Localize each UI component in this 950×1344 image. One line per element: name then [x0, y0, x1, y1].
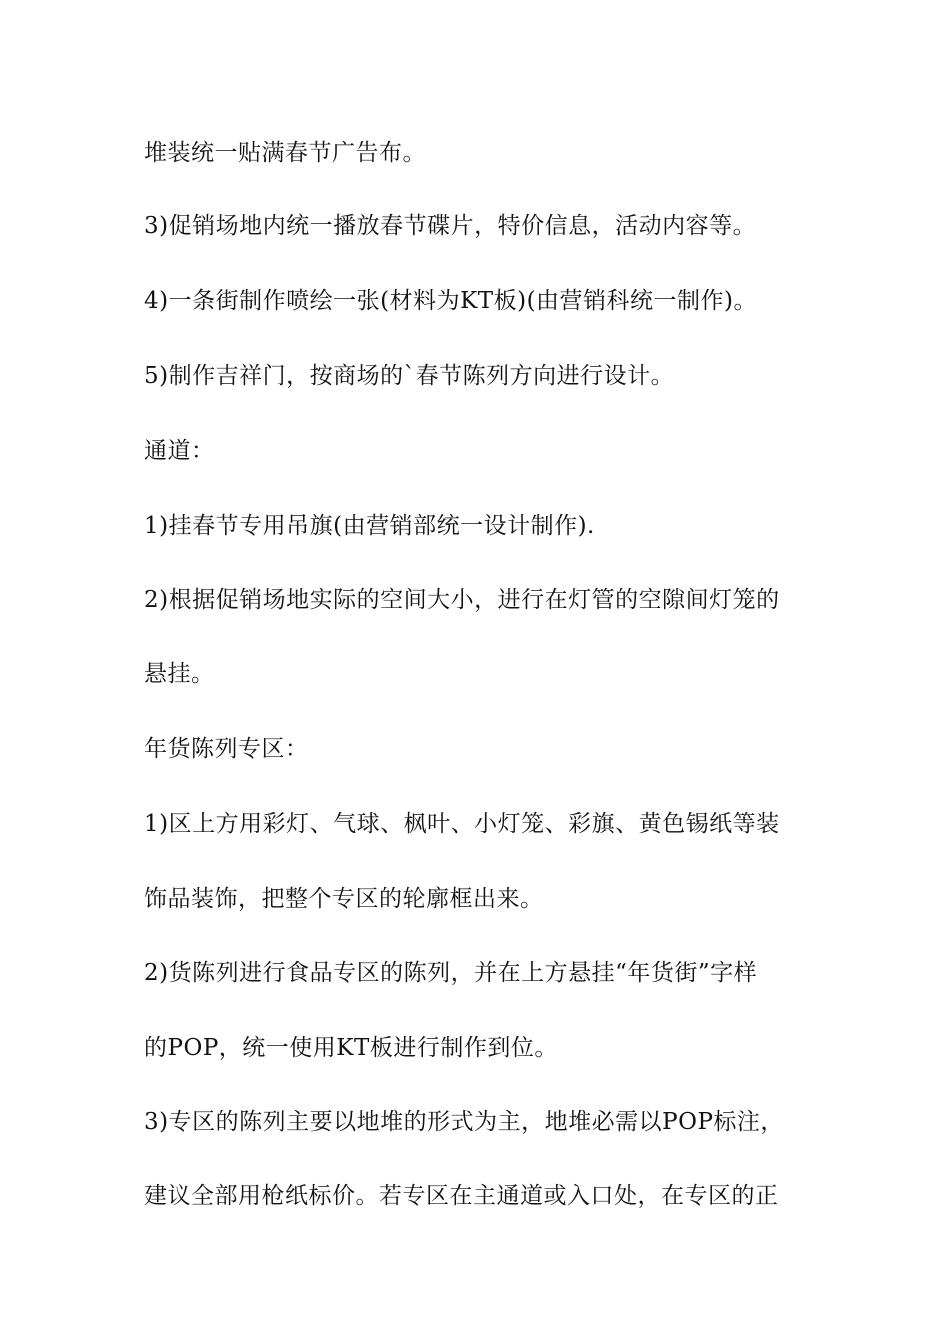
text-line: 2)货陈列进行食品专区的陈列，并在上方悬挂“年货街”字样	[144, 960, 758, 986]
text-line: 3)促销场地内统一播放春节碟片，特价信息，活动内容等。	[144, 213, 757, 239]
section-heading: 通道：	[144, 438, 215, 464]
text-line: 1)区上方用彩灯、气球、枫叶、小灯笼、彩旗、黄色锡纸等装	[144, 811, 780, 837]
text-line: 建议全部用枪纸标价。若专区在主通道或入口处，在专区的正	[144, 1183, 779, 1209]
section-heading: 年货陈列专区：	[144, 736, 309, 762]
text-line: 5)制作吉祥门，按商场的`春节陈列方向进行设计。	[144, 363, 675, 389]
text-line: 4)一条街制作喷绘一张(材料为KT板)(由营销科统一制作)。	[144, 288, 758, 314]
text-line: 1)挂春节专用吊旗(由营销部统一设计制作).	[144, 513, 595, 539]
text-line: 悬挂。	[144, 661, 215, 687]
text-line: 3)专区的陈列主要以地堆的形式为主，地堆必需以POP标注，	[144, 1109, 784, 1135]
text-line: 饰品装饰，把整个专区的轮廓框出来。	[144, 886, 544, 912]
text-line: 堆装统一贴满春节广告布。	[144, 140, 426, 166]
text-line: 2)根据促销场地实际的空间大小，进行在灯管的空隙间灯笼的	[144, 587, 780, 613]
text-line: 的POP，统一使用KT板进行制作到位。	[144, 1035, 558, 1061]
